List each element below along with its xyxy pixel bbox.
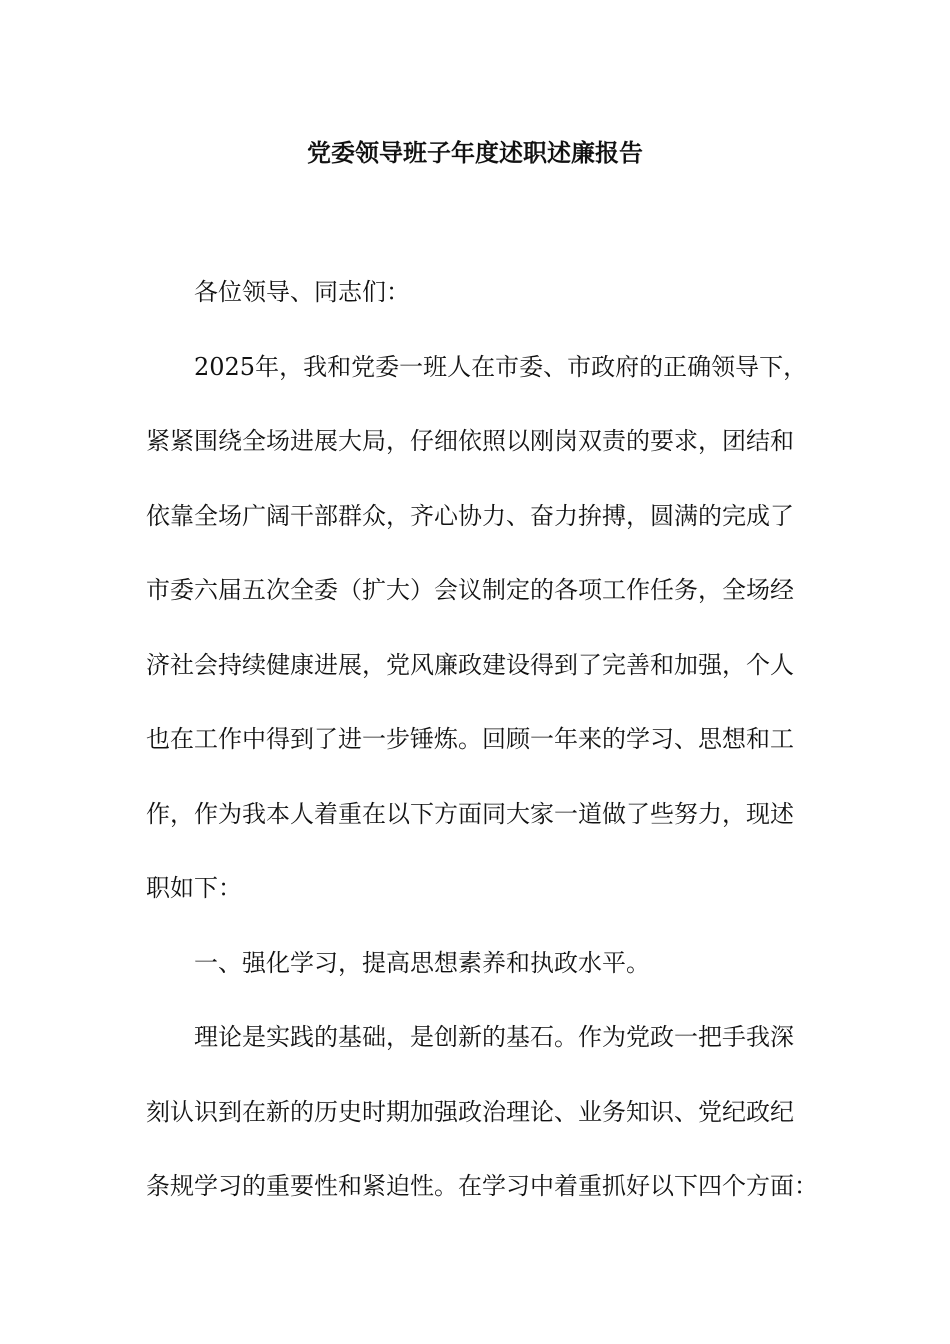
- text-line: 理论是实践的基础，是创新的基石。作为党政一把手我深: [194, 1023, 794, 1051]
- text-line: 条规学习的重要性和紧迫性。在学习中着重抓好以下四个方面：: [146, 1172, 818, 1200]
- text-line: 2025年，我和党委一班人在市委、市政府的正确领导下，: [194, 352, 808, 381]
- text-line: 济社会持续健康进展，党风廉政建设得到了完善和加强，个人: [146, 650, 794, 679]
- text-line: 各位领导、同志们：: [194, 278, 410, 306]
- document-title: 党委领导班子年度述职述廉报告: [307, 138, 643, 167]
- section-heading: 一、强化学习，提高思想素养和执政水平。: [194, 948, 650, 977]
- text-line: 紧紧围绕全场进展大局，仔细依照以刚岗双责的要求，团结和: [146, 427, 794, 455]
- text-line: 市委六届五次全委（扩大）会议制定的各项工作任务，全场经: [146, 576, 794, 604]
- text-line: 作，作为我本人着重在以下方面同大家一道做了些努力，现述: [146, 799, 794, 828]
- text-line: 刻认识到在新的历史时期加强政治理论、业务知识、党纪政纪: [146, 1097, 794, 1126]
- text-line: 依靠全场广阔干部群众，齐心协力、奋力拚搏，圆满的完成了: [146, 501, 794, 530]
- document-body: [146, 255, 826, 1224]
- text-line: 职如下：: [146, 874, 242, 902]
- text-line: 也在工作中得到了进一步锤炼。回顾一年来的学习、思想和工: [146, 725, 794, 753]
